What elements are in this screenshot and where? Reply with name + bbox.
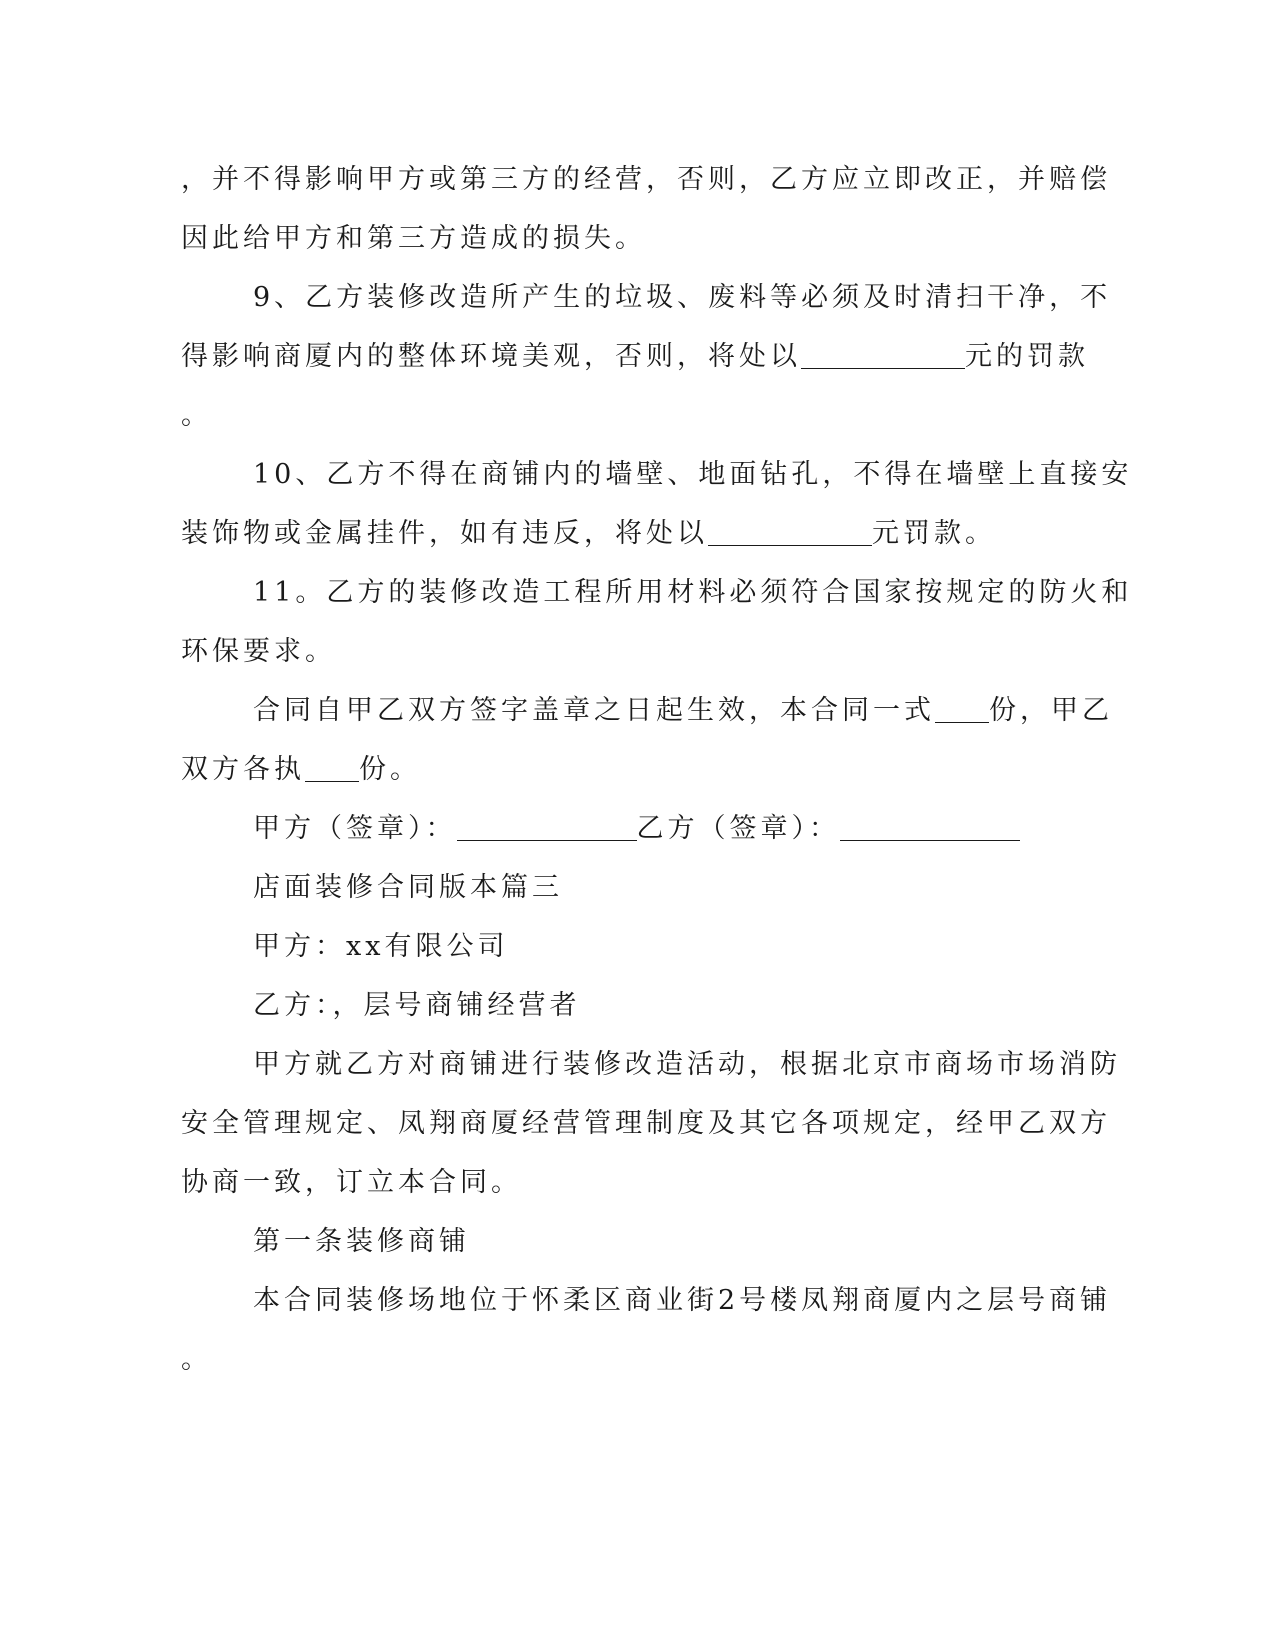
effective-clause-line — [253, 691, 1113, 731]
preamble-line: 安全管理规定、凤翔商厦经营管理制度及其它各项规定，经甲乙双方 — [181, 1108, 1111, 1139]
section-title: 店面装修合同版本篇三 — [253, 872, 563, 903]
signature-line — [253, 809, 1053, 849]
article-heading: 第一条装修商铺 — [253, 1226, 470, 1257]
text-segment: 元的罚款 — [965, 341, 1089, 372]
article-body-line: 。 — [181, 1344, 212, 1375]
party-a-line: 甲方：xx有限公司 — [253, 931, 509, 962]
party-b-signature-label: 乙方（签章）： — [636, 813, 840, 844]
text-segment: 元罚款。 — [872, 518, 996, 549]
clause-11-line: 11。乙方的装修改造工程所用材料必须符合国家按规定的防火和 — [253, 577, 1133, 608]
copies-each-blank — [305, 751, 359, 782]
article-body-line: 本合同装修场地位于怀柔区商业街2号楼凤翔商厦内之层号商铺 — [253, 1285, 1112, 1316]
text-segment: 得影响商厦内的整体环境美观，否则，将处以 — [181, 341, 801, 372]
paragraph-line: 。 — [181, 400, 212, 431]
party-b-signature-blank — [840, 810, 1020, 841]
clause-9-line: 9、乙方装修改造所产生的垃圾、废料等必须及时清扫干净，不 — [253, 282, 1112, 313]
paragraph-line: ，并不得影响甲方或第三方的经营，否则，乙方应立即改正，并赔偿 — [181, 164, 1111, 195]
party-b-line: 乙方：，层号商铺经营者 — [253, 990, 581, 1021]
clause-10-line: 10、乙方不得在商铺内的墙壁、地面钻孔，不得在墙壁上直接安 — [253, 459, 1133, 490]
party-a-signature-label: 甲方（签章）： — [253, 813, 457, 844]
preamble-line: 协商一致，订立本合同。 — [181, 1167, 522, 1198]
fine-amount-blank — [801, 338, 965, 369]
text-segment: 双方各执 — [181, 754, 305, 785]
fine-amount-blank — [708, 515, 872, 546]
paragraph-line: 因此给甲方和第三方造成的损失。 — [181, 223, 646, 254]
party-a-signature-blank — [457, 810, 637, 841]
effective-clause-line — [181, 750, 1051, 790]
clause-10-line — [181, 514, 1051, 554]
copies-blank — [935, 692, 989, 723]
clause-9-line — [181, 337, 1089, 377]
text-segment: 装饰物或金属挂件，如有违反，将处以 — [181, 518, 708, 549]
clause-11-line: 环保要求。 — [181, 636, 336, 667]
preamble-line: 甲方就乙方对商铺进行装修改造活动，根据北京市商场市场消防 — [253, 1049, 1121, 1080]
text-segment: 合同自甲乙双方签字盖章之日起生效，本合同一式 — [253, 695, 935, 726]
text-segment: 份，甲乙 — [989, 695, 1113, 726]
text-segment: 份。 — [359, 754, 421, 785]
